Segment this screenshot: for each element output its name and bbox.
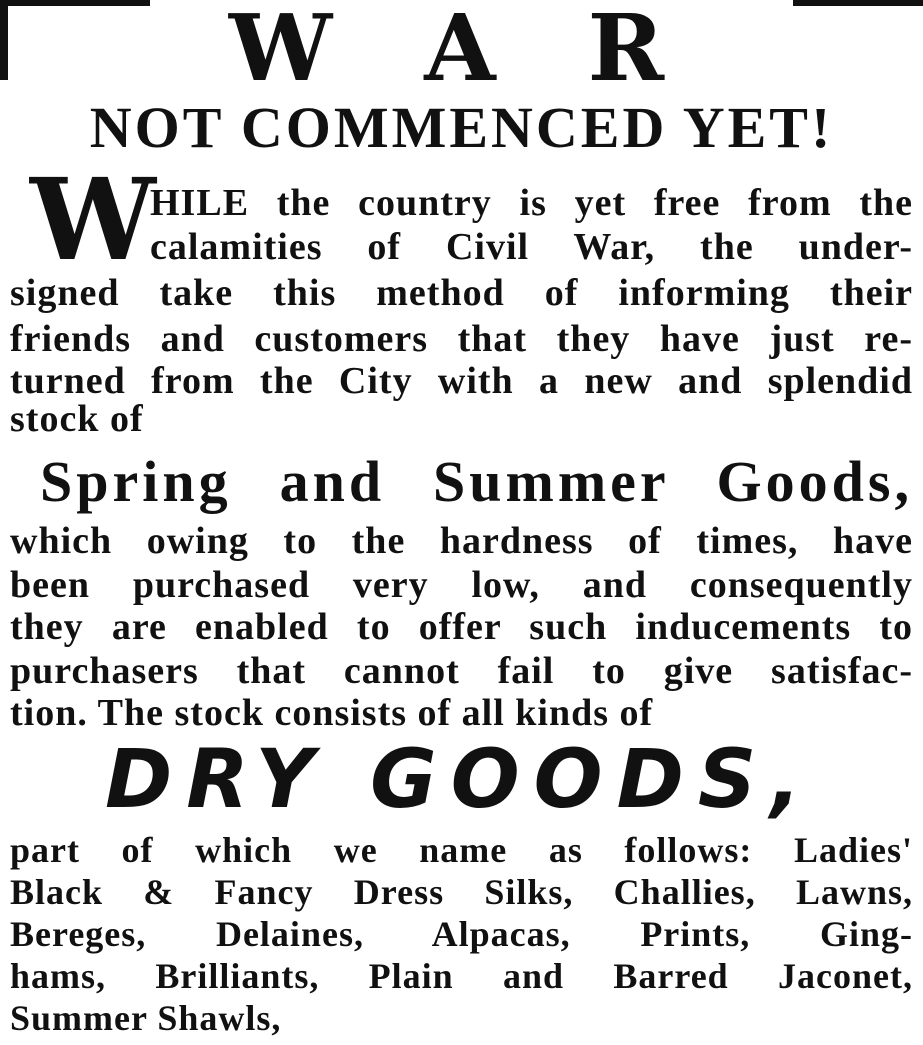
paragraph1-line-3: signed take this method of informing their	[10, 272, 913, 314]
paragraph2-line-5: tion. The stock consists of all kinds of	[10, 692, 654, 734]
paragraph2-line-1: which owing to the hardness of times, have	[10, 520, 913, 562]
paragraph1-line-4: friends and customers that they have just re-	[10, 318, 913, 360]
subheadline: NOT COMMENCED YET!	[89, 95, 834, 160]
headline: W A R	[228, 0, 695, 96]
paragraph3-line-4: hams, Brilliants, Plain and Barred Jaconet,	[10, 956, 913, 996]
section-heading: Spring and Summer Goods,	[40, 449, 913, 514]
paragraph3-line-1: part of which we name as follows: Ladies'	[10, 830, 913, 870]
paragraph3-line-2: Black & Fancy Dress Silks, Challies, Lawns,	[10, 872, 913, 912]
border-rule-left-vertical	[0, 0, 8, 80]
dry-goods-heading: DRY GOODS,	[104, 733, 816, 827]
paragraph3-line-3: Bereges, Delaines, Alpacas, Prints, Ging-	[10, 914, 913, 954]
drop-cap: W	[30, 155, 156, 286]
paragraph3-line-5: Summer Shawls,	[10, 998, 282, 1038]
paragraph1-line-5: turned from the City with a new and splendid	[10, 360, 913, 402]
paragraph2-line-4: purchasers that cannot fail to give satisfac-	[10, 650, 913, 692]
paragraph1-line-6: stock of	[10, 398, 144, 440]
paragraph2-line-2: been purchased very low, and consequently	[10, 564, 913, 606]
paragraph1-line-1: HILE the country is yet free from the	[150, 182, 913, 224]
paragraph2-line-3: they are enabled to offer such inducements to	[10, 606, 913, 648]
paragraph1-line-2: calamities of Civil War, the under-	[150, 226, 913, 268]
